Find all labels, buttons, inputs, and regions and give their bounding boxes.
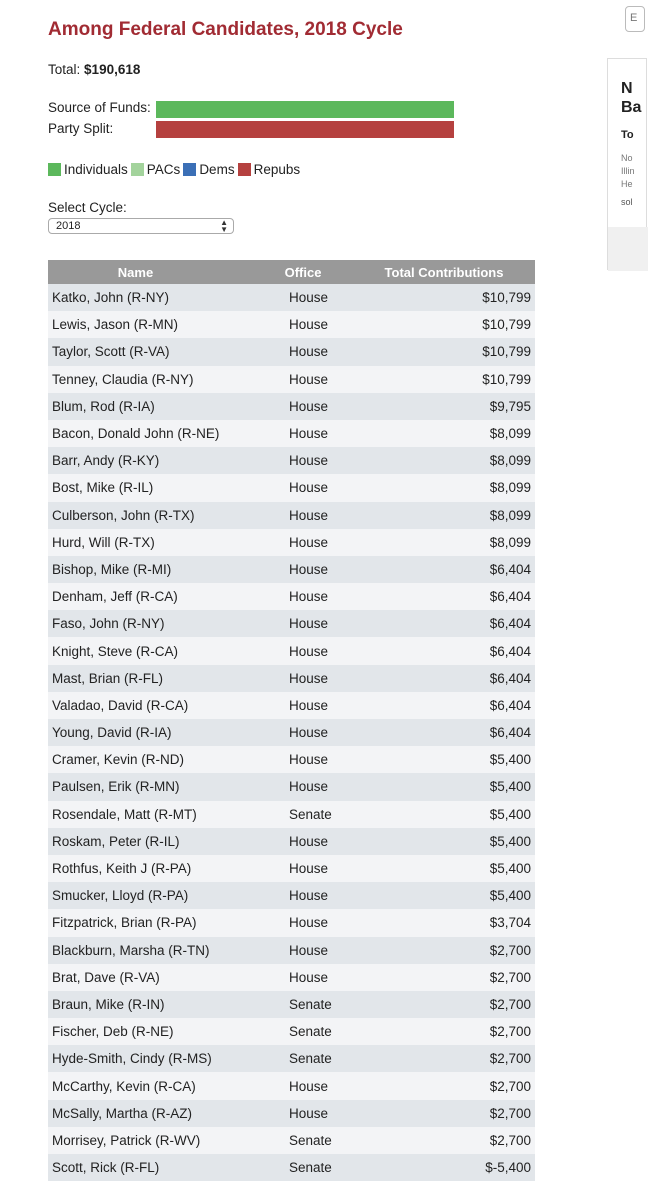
legend-individuals-label: Individuals xyxy=(64,162,128,177)
candidate-name-cell[interactable]: Blum, Rod (R-IA) xyxy=(48,393,253,420)
legend-dems-label: Dems xyxy=(199,162,235,177)
office-cell: House xyxy=(253,828,353,855)
candidate-name-cell[interactable]: Katko, John (R-NY) xyxy=(48,284,253,311)
office-cell: House xyxy=(253,556,353,583)
total-contributions-cell: $10,799 xyxy=(353,366,535,393)
table-row xyxy=(48,420,535,447)
cycle-selected-value: 2018 xyxy=(56,220,81,232)
legend-dems xyxy=(183,162,234,177)
source-of-funds-bar xyxy=(156,101,454,118)
table-row xyxy=(48,1018,535,1045)
candidate-name-cell[interactable]: Hyde-Smith, Cindy (R-MS) xyxy=(48,1045,253,1072)
table-row xyxy=(48,284,535,311)
office-cell: House xyxy=(253,529,353,556)
table-row xyxy=(48,366,535,393)
office-cell: Senate xyxy=(253,1045,353,1072)
table-row xyxy=(48,1100,535,1127)
party-split-label: Party Split: xyxy=(48,121,114,136)
total-contributions-cell: $2,700 xyxy=(353,1018,535,1045)
header-name[interactable]: Name xyxy=(48,260,253,284)
table-row xyxy=(48,937,535,964)
candidate-name-cell[interactable]: Lewis, Jason (R-MN) xyxy=(48,311,253,338)
office-cell: House xyxy=(253,909,353,936)
candidate-name-cell[interactable]: Rothfus, Keith J (R-PA) xyxy=(48,855,253,882)
party-repubs-segment xyxy=(156,121,454,138)
table-row xyxy=(48,393,535,420)
table-row xyxy=(48,1045,535,1072)
party-split-bar xyxy=(156,121,454,138)
candidate-name-cell[interactable]: Taylor, Scott (R-VA) xyxy=(48,338,253,365)
candidate-name-cell[interactable]: Knight, Steve (R-CA) xyxy=(48,637,253,664)
total-contributions-cell: $8,099 xyxy=(353,502,535,529)
repubs-swatch xyxy=(238,163,251,176)
candidate-name-cell[interactable]: Bishop, Mike (R-MI) xyxy=(48,556,253,583)
total-contributions-cell: $3,704 xyxy=(353,909,535,936)
office-cell: House xyxy=(253,366,353,393)
candidate-name-cell[interactable]: Brat, Dave (R-VA) xyxy=(48,964,253,991)
office-cell: House xyxy=(253,855,353,882)
legend-repubs-label: Repubs xyxy=(253,162,301,177)
sidebar-footnote: sol xyxy=(621,197,633,207)
office-cell: Senate xyxy=(253,1154,353,1181)
total-contributions-cell: $10,799 xyxy=(353,338,535,365)
table-row xyxy=(48,801,535,828)
total-line xyxy=(48,62,140,77)
source-individuals-segment xyxy=(156,101,454,118)
office-cell: House xyxy=(253,1100,353,1127)
candidate-name-cell[interactable]: Faso, John (R-NY) xyxy=(48,610,253,637)
legend-individuals xyxy=(48,162,128,177)
total-contributions-cell: $2,700 xyxy=(353,991,535,1018)
candidate-name-cell[interactable]: Blackburn, Marsha (R-TN) xyxy=(48,937,253,964)
office-cell: Senate xyxy=(253,1018,353,1045)
total-contributions-cell: $8,099 xyxy=(353,529,535,556)
total-contributions-cell: $6,404 xyxy=(353,692,535,719)
total-contributions-cell: $6,404 xyxy=(353,719,535,746)
total-contributions-cell: $5,400 xyxy=(353,828,535,855)
candidate-name-cell[interactable]: Mast, Brian (R-FL) xyxy=(48,665,253,692)
legend-pacs-label: PACs xyxy=(146,162,181,177)
office-cell: House xyxy=(253,447,353,474)
office-cell: House xyxy=(253,637,353,664)
table-row xyxy=(48,338,535,365)
candidate-name-cell[interactable]: Morrisey, Patrick (R-WV) xyxy=(48,1127,253,1154)
office-cell: House xyxy=(253,583,353,610)
candidate-name-cell[interactable]: Bacon, Donald John (R-NE) xyxy=(48,420,253,447)
candidate-name-cell[interactable]: McCarthy, Kevin (R-CA) xyxy=(48,1072,253,1099)
table-header-row xyxy=(48,260,535,284)
total-contributions-cell: $2,700 xyxy=(353,1072,535,1099)
total-contributions-cell: $9,795 xyxy=(353,393,535,420)
search-input[interactable]: E xyxy=(625,6,645,32)
dems-swatch xyxy=(183,163,196,176)
total-contributions-cell: $6,404 xyxy=(353,583,535,610)
source-of-funds-label: Source of Funds: xyxy=(48,100,151,115)
candidate-name-cell[interactable]: Scott, Rick (R-FL) xyxy=(48,1154,253,1181)
table-row xyxy=(48,311,535,338)
sidebar-footer xyxy=(608,227,648,271)
total-contributions-cell: $6,404 xyxy=(353,665,535,692)
table-row xyxy=(48,447,535,474)
office-cell: Senate xyxy=(253,1127,353,1154)
total-label: Total: xyxy=(48,62,81,77)
individuals-swatch xyxy=(48,163,61,176)
total-contributions-cell: $5,400 xyxy=(353,801,535,828)
candidate-name-cell[interactable]: Bost, Mike (R-IL) xyxy=(48,474,253,501)
office-cell: House xyxy=(253,610,353,637)
table-row xyxy=(48,828,535,855)
office-cell: House xyxy=(253,773,353,800)
pacs-swatch xyxy=(131,163,144,176)
legend-repubs xyxy=(238,162,301,177)
office-cell: House xyxy=(253,665,353,692)
page-heading: Among Federal Candidates, 2018 Cycle xyxy=(48,19,403,40)
header-office[interactable]: Office xyxy=(253,260,353,284)
office-cell: House xyxy=(253,719,353,746)
total-contributions-cell: $2,700 xyxy=(353,1100,535,1127)
office-cell: House xyxy=(253,284,353,311)
candidate-name-cell[interactable]: Cramer, Kevin (R-ND) xyxy=(48,746,253,773)
total-contributions-cell: $5,400 xyxy=(353,855,535,882)
total-contributions-cell: $2,700 xyxy=(353,964,535,991)
total-contributions-cell: $6,404 xyxy=(353,637,535,664)
header-total[interactable]: Total Contributions xyxy=(353,260,535,284)
total-contributions-cell: $6,404 xyxy=(353,610,535,637)
table-row xyxy=(48,556,535,583)
candidate-name-cell[interactable]: Smucker, Lloyd (R-PA) xyxy=(48,882,253,909)
candidate-name-cell[interactable]: Braun, Mike (R-IN) xyxy=(48,991,253,1018)
candidate-name-cell[interactable]: Roskam, Peter (R-IL) xyxy=(48,828,253,855)
office-cell: House xyxy=(253,420,353,447)
total-contributions-cell: $10,799 xyxy=(353,311,535,338)
candidate-name-cell[interactable]: Denham, Jeff (R-CA) xyxy=(48,583,253,610)
candidate-name-cell[interactable]: Tenney, Claudia (R-NY) xyxy=(48,366,253,393)
sidebar-body: No Illin He xyxy=(621,153,635,189)
total-contributions-cell: $5,400 xyxy=(353,746,535,773)
select-arrows-icon: ▲ ▼ xyxy=(220,218,228,234)
candidate-name-cell[interactable]: Fischer, Deb (R-NE) xyxy=(48,1018,253,1045)
table-row xyxy=(48,1072,535,1099)
office-cell: House xyxy=(253,311,353,338)
table-row xyxy=(48,474,535,501)
office-cell: Senate xyxy=(253,801,353,828)
office-cell: House xyxy=(253,474,353,501)
candidate-name-cell[interactable]: Rosendale, Matt (R-MT) xyxy=(48,801,253,828)
table-row xyxy=(48,1127,535,1154)
office-cell: House xyxy=(253,692,353,719)
legend-pacs xyxy=(131,162,181,177)
candidate-name-cell[interactable]: Young, David (R-IA) xyxy=(48,719,253,746)
total-contributions-cell: $2,700 xyxy=(353,1045,535,1072)
table-body xyxy=(48,284,535,1181)
contributions-table xyxy=(48,260,535,1181)
table-row xyxy=(48,692,535,719)
total-contributions-cell: $8,099 xyxy=(353,420,535,447)
office-cell: House xyxy=(253,882,353,909)
total-contributions-cell: $6,404 xyxy=(353,556,535,583)
candidate-name-cell[interactable]: Valadao, David (R-CA) xyxy=(48,692,253,719)
total-value: $190,618 xyxy=(84,62,141,77)
office-cell: House xyxy=(253,338,353,365)
cycle-select[interactable] xyxy=(48,218,234,234)
office-cell: House xyxy=(253,393,353,420)
table-row xyxy=(48,529,535,556)
table-row xyxy=(48,773,535,800)
table-row xyxy=(48,964,535,991)
table-row xyxy=(48,665,535,692)
office-cell: House xyxy=(253,964,353,991)
table-row xyxy=(48,991,535,1018)
total-contributions-cell: $10,799 xyxy=(353,284,535,311)
total-contributions-cell: $8,099 xyxy=(353,447,535,474)
candidate-name-cell[interactable]: Culberson, John (R-TX) xyxy=(48,502,253,529)
candidate-name-cell[interactable]: Barr, Andy (R-KY) xyxy=(48,447,253,474)
table-row xyxy=(48,855,535,882)
table-row xyxy=(48,719,535,746)
sidebar-subtitle: To xyxy=(621,129,634,141)
total-contributions-cell: $5,400 xyxy=(353,773,535,800)
total-contributions-cell: $-5,400 xyxy=(353,1154,535,1181)
office-cell: Senate xyxy=(253,991,353,1018)
select-cycle-label: Select Cycle: xyxy=(48,200,127,215)
table-row xyxy=(48,882,535,909)
sidebar-title: N Ba xyxy=(621,80,642,116)
total-contributions-cell: $2,700 xyxy=(353,937,535,964)
total-contributions-cell: $8,099 xyxy=(353,474,535,501)
table-row xyxy=(48,610,535,637)
candidate-name-cell[interactable]: Paulsen, Erik (R-MN) xyxy=(48,773,253,800)
table-row xyxy=(48,746,535,773)
candidate-name-cell[interactable]: Fitzpatrick, Brian (R-PA) xyxy=(48,909,253,936)
table-row xyxy=(48,502,535,529)
office-cell: House xyxy=(253,1072,353,1099)
table-row xyxy=(48,909,535,936)
candidate-name-cell[interactable]: McSally, Martha (R-AZ) xyxy=(48,1100,253,1127)
table-row xyxy=(48,1154,535,1181)
office-cell: House xyxy=(253,746,353,773)
table-row xyxy=(48,583,535,610)
office-cell: House xyxy=(253,937,353,964)
legend xyxy=(48,162,303,177)
sidebar-card xyxy=(607,58,647,270)
office-cell: House xyxy=(253,502,353,529)
total-contributions-cell: $5,400 xyxy=(353,882,535,909)
table-row xyxy=(48,637,535,664)
total-contributions-cell: $2,700 xyxy=(353,1127,535,1154)
candidate-name-cell[interactable]: Hurd, Will (R-TX) xyxy=(48,529,253,556)
